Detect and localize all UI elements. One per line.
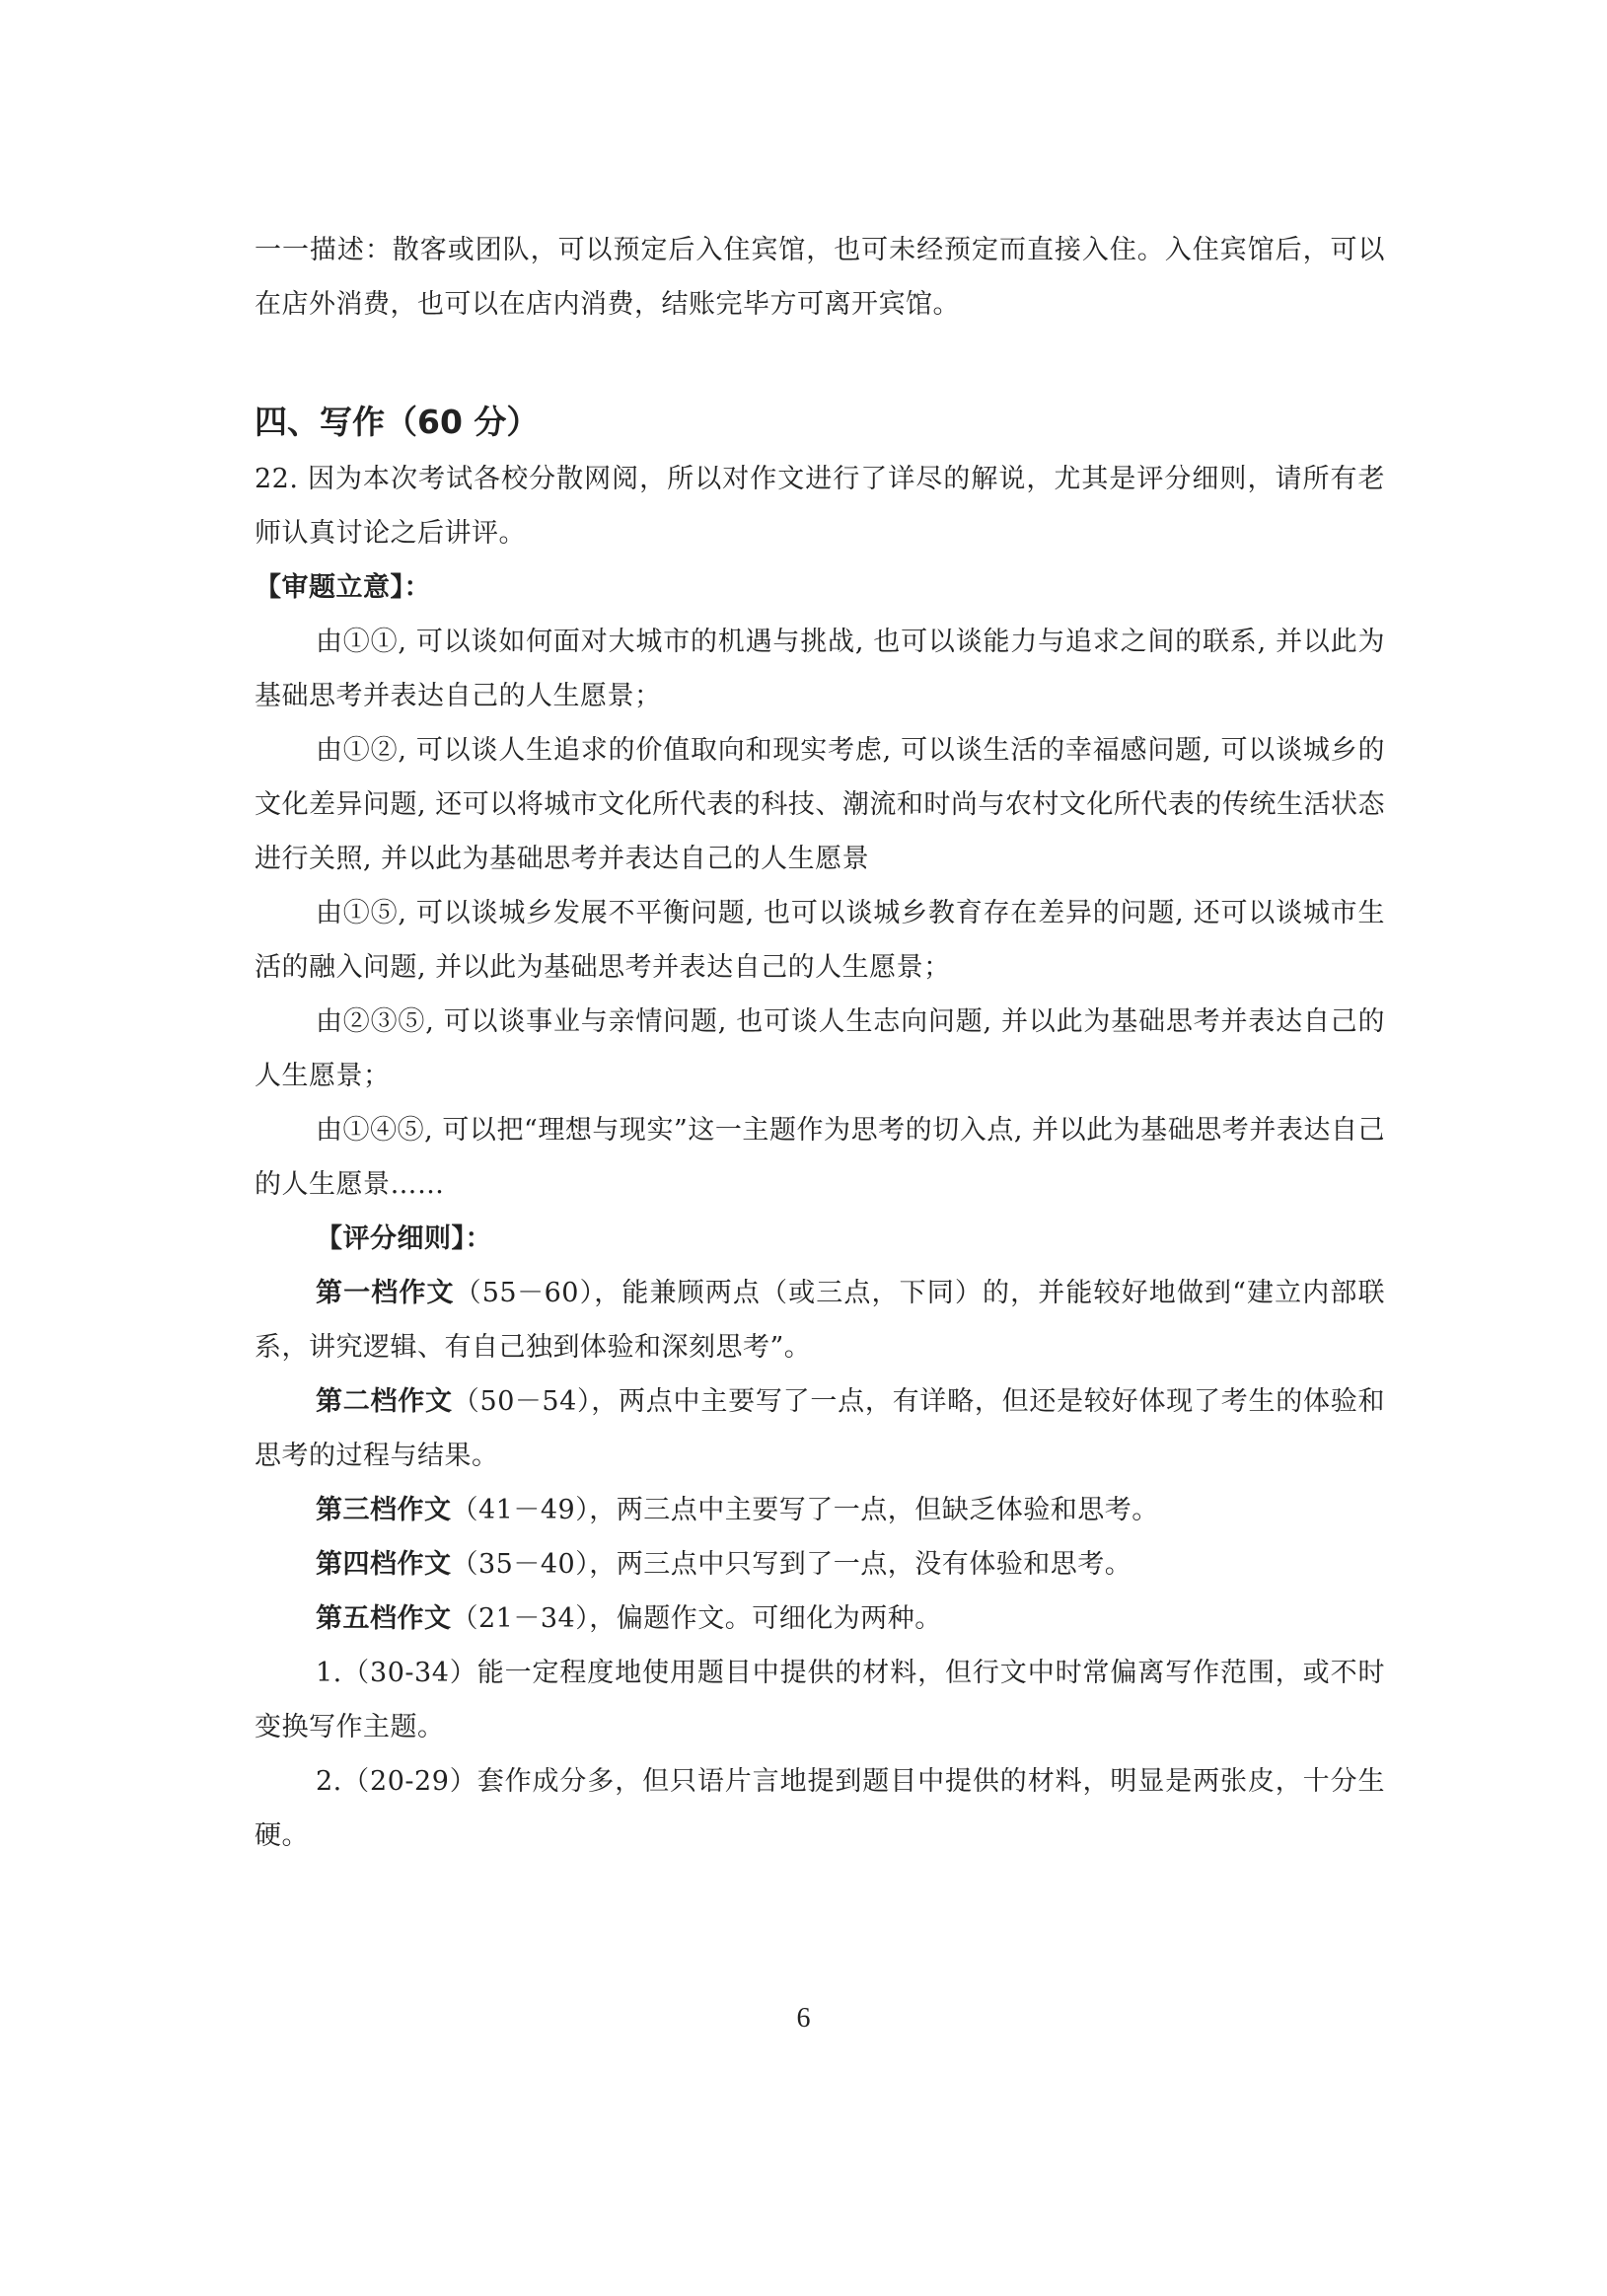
pingfen-label: 【评分细则】： xyxy=(316,1223,492,1254)
shenti-item: 由①①, 可以谈如何面对大城市的机遇与挑战, 也可以谈能力与追求之间的联系, 并以此为基础思考并表达自己的人生愿景； xyxy=(255,627,1385,711)
grade-item xyxy=(255,1592,1385,1646)
grade-lead: 第三档作文 xyxy=(316,1495,452,1525)
page-content xyxy=(255,223,1385,1863)
sub-item: 2.（20-29）套作成分多，但只语片言地提到题目中提供的材料，明显是两张皮，十分生硬。 xyxy=(255,1766,1385,1851)
shenti-item: 由①④⑤, 可以把“理想与现实”这一主题作为思考的切入点, 并以此为基础思考并表达自己的人生愿景…… xyxy=(255,1115,1385,1200)
shenti-label: 【审题立意】： xyxy=(255,572,431,603)
grade-lead: 第五档作文 xyxy=(316,1603,452,1634)
intro-paragraph: 一一描述：散客或团队，可以预定后入住宾馆，也可未经预定而直接入住。入住宾馆后，可以在店外消费，也可以在店内消费，结账完毕方可离开宾馆。 xyxy=(255,235,1385,320)
grade-text: （21－34），偏题作文。可细化为两种。 xyxy=(451,1603,942,1634)
grade-item xyxy=(255,1537,1385,1592)
grade-item xyxy=(255,1483,1385,1537)
sub-item: 1.（30-34）能一定程度地使用题目中提供的材料，但行文中时常偏离写作范围，或不时变换写作主题。 xyxy=(255,1658,1385,1742)
shenti-item: 由②③⑤, 可以谈事业与亲情问题, 也可谈人生志向问题, 并以此为基础思考并表达自己的人生愿景； xyxy=(255,1006,1385,1091)
grade-text: （55－60），能兼顾两点（或三点，下同）的，并能较好地做到“建立内部联系，讲究逻辑、有自己独到体验和深刻思考”。 xyxy=(255,1278,1386,1363)
question-paragraph: 22. 因为本次考试各校分散网阅，所以对作文进行了详尽的解说，尤其是评分细则，请所有老师认真讨论之后讲评。 xyxy=(255,464,1385,549)
section-title: 四、写作（60 分） xyxy=(255,403,540,441)
grade-item xyxy=(255,1374,1385,1483)
grade-text: （41－49），两三点中主要写了一点，但缺乏体验和思考。 xyxy=(451,1495,1159,1525)
shenti-item: 由①⑤, 可以谈城乡发展不平衡问题, 也可以谈城乡教育存在差异的问题, 还可以谈城市生活的融入问题, 并以此为基础思考并表达自己的人生愿景； xyxy=(255,898,1385,983)
grade-lead: 第二档作文 xyxy=(316,1386,453,1417)
shenti-item: 由①②, 可以谈人生追求的价值取向和现实考虑, 可以谈生活的幸福感问题, 可以谈城乡的文化差异问题, 还可以将城市文化所代表的科技、潮流和时尚与农村文化所代表的传统生活状态进行关照, 并以此为基础思考并表达自己的人生愿景 xyxy=(255,735,1385,874)
grade-lead: 第一档作文 xyxy=(316,1278,455,1308)
grade-lead: 第四档作文 xyxy=(316,1549,452,1580)
grade-text: （50－54），两点中主要写了一点，有详略，但还是较好体现了考生的体验和思考的过程与结果。 xyxy=(255,1386,1386,1471)
grade-item xyxy=(255,1266,1385,1374)
grade-text: （35－40），两三点中只写到了一点，没有体验和思考。 xyxy=(451,1549,1132,1580)
page-number: 6 xyxy=(796,2003,811,2034)
